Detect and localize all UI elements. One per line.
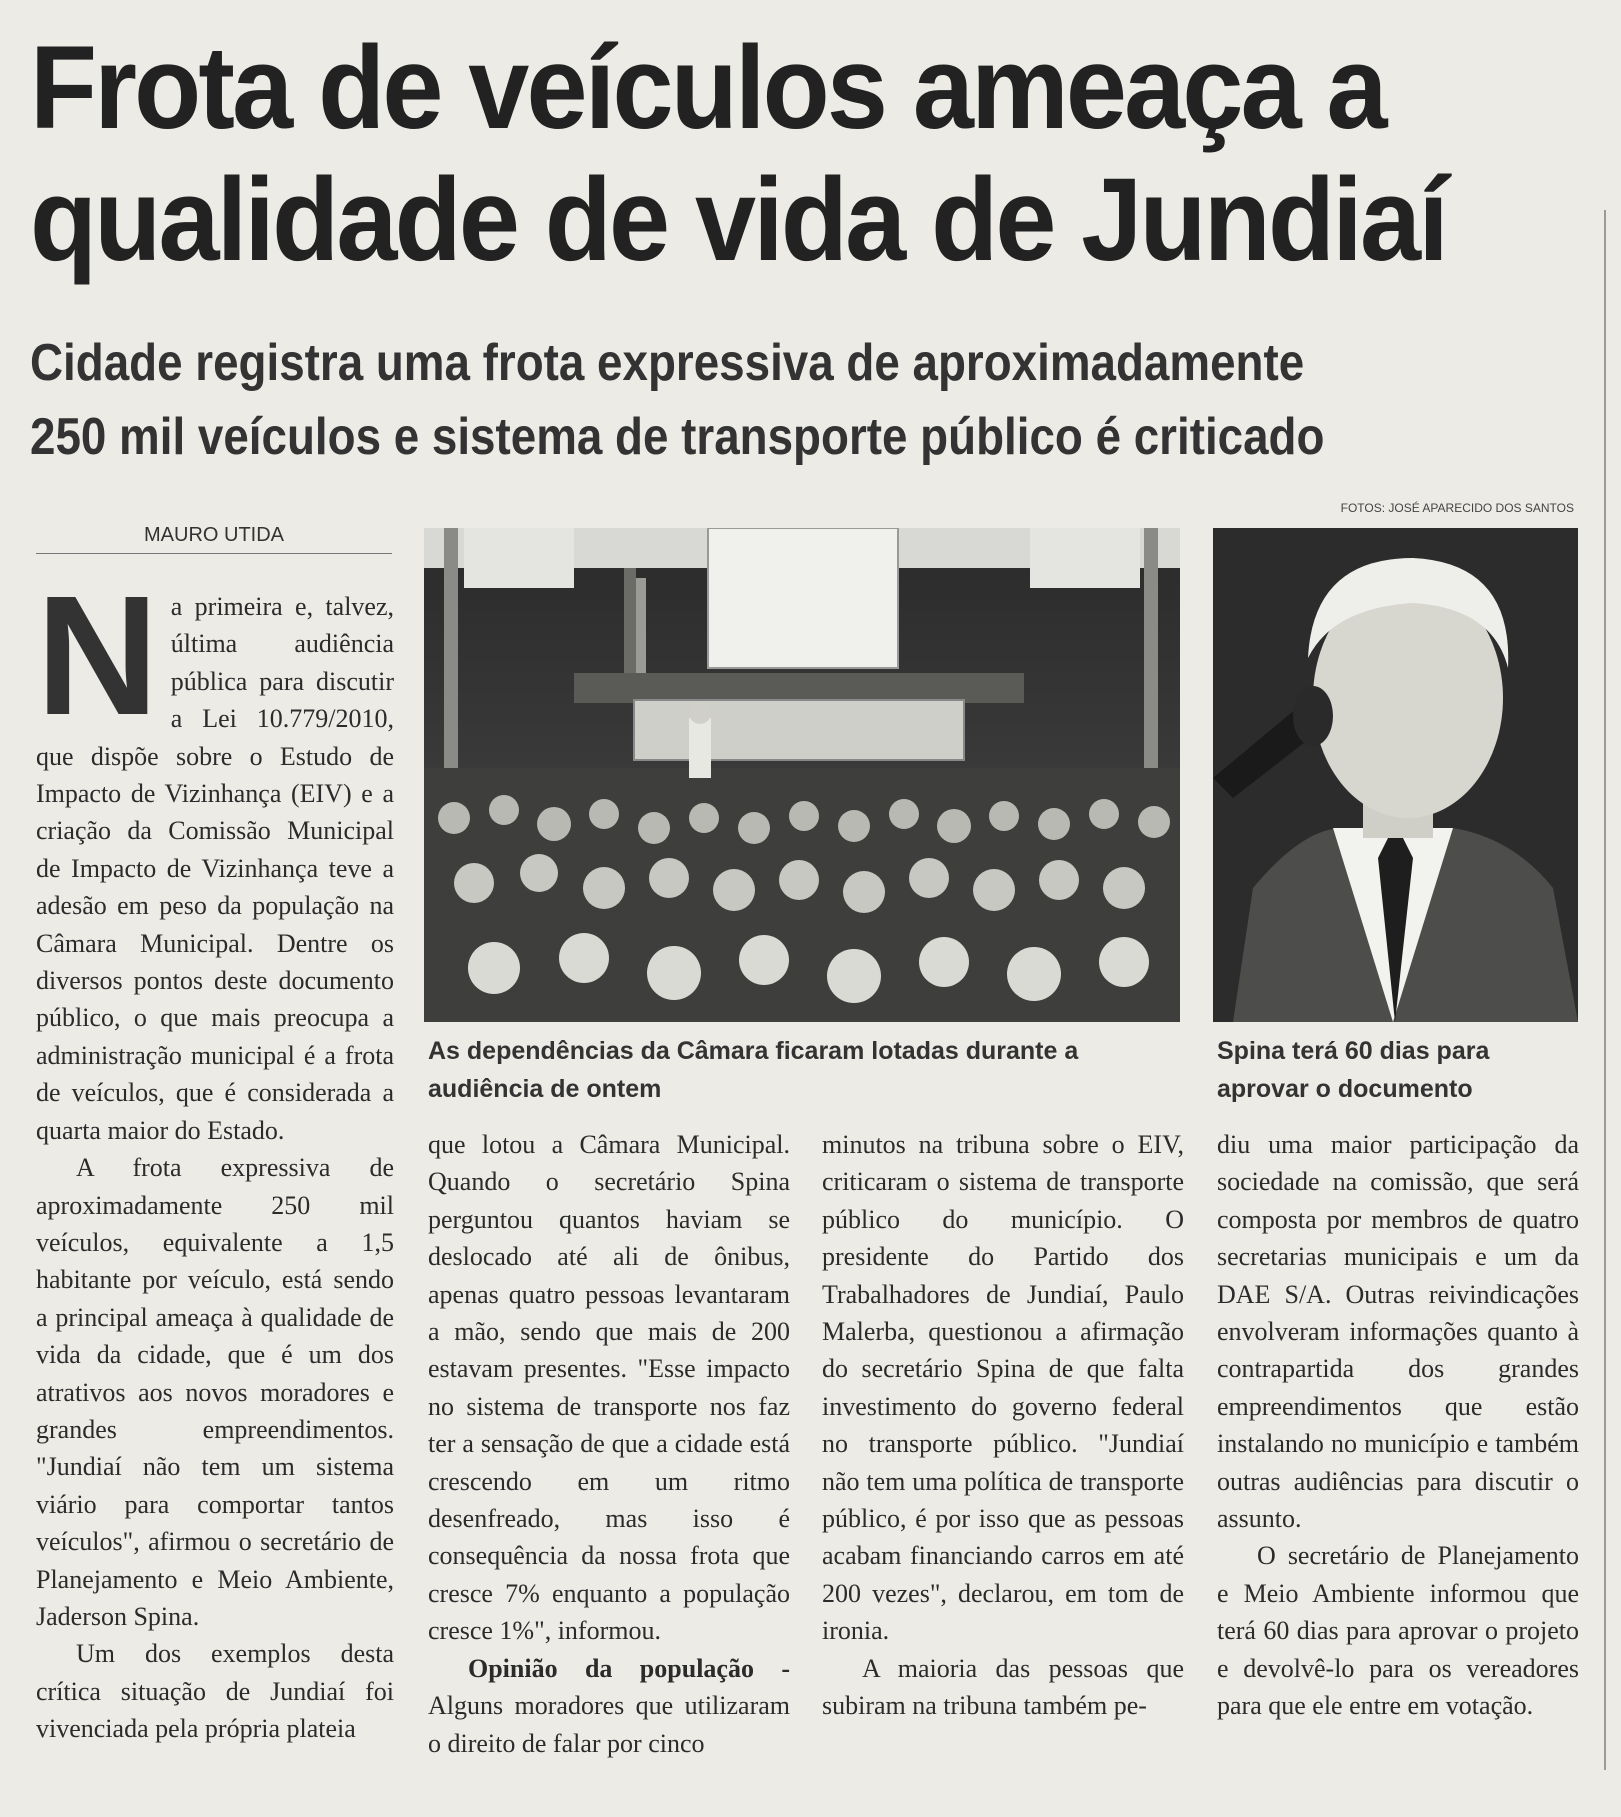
paragraph: que lotou a Câmara Municipal. Quando o secretário Spina perguntou quantos haviam se deslocado até ali de ônibus, apenas quatro pessoas levantaram a mão, sendo que mais de 200 estavam presentes. "Esse impacto no sistema de transporte nos faz ter a sensação de que a cidade está crescendo em um ritmo desenfreado, mas isso é consequência da nossa frota que cresce 7% enquanto a população cresce 1%", informou. [428, 1130, 790, 1646]
dropcap: N [36, 561, 159, 751]
article-column-3 [822, 1126, 1184, 1725]
section-subtitle: Opinião da população - [468, 1653, 790, 1683]
paragraph: minutos na tribuna sobre o EIV, criticaram o sistema de transporte público do município. O presidente do Partido dos Trabalhadores de Jundiaí, Paulo Malerba, questionou a afirmação do secretário Spina de que falta investimento do governo federal no transporte público. "Jundiaí não tem uma política de transporte público, é por isso que as pessoas acabam financiando carros em até 200 vezes", declarou, em tom de ironia. [822, 1130, 1184, 1646]
headline: Frota de veículos ameaça a qualidade de vida de Jundiaí [30, 22, 1446, 286]
paragraph: O secretário de Planejamento e Meio Ambiente informou que terá 60 dias para aprovar o projeto e devolvê-lo para os vereadores para que ele entre em votação. [1217, 1541, 1579, 1721]
portrait-photo [1213, 528, 1578, 1022]
paragraph [428, 1650, 790, 1762]
portrait-photo-caption: Spina terá 60 dias para aprovar o documento [1217, 1037, 1490, 1103]
page-edge-rule [1604, 210, 1606, 1770]
paragraph [36, 561, 394, 1149]
paragraph-text: Alguns moradores que utilizaram o direito de falar por cinco [428, 1691, 790, 1758]
paragraph: diu uma maior participação da sociedade na comissão, que será composta por membros de quatro secretarias municipais e um da DAE S/A. Outras reivindicações envolveram informações quanto à contrapartida dos grandes empreendimentos que estão instalando no município e também outras audiências para discutir o assunto. [1217, 1130, 1579, 1534]
paragraph-text: a primeira e, talvez, última audiência pública para discutir a Lei 10.779/2010, que dispõe sobre o Estudo de Impacto de Vizinhança (EIV) e a criação da Comissão Municipal de Impacto de Vizinhança teve a adesão em peso da população na Câmara Municipal. Dentre os diversos pontos deste documento público, o que mais preocupa a administração municipal é a frota de veículos, que é considerada a quarta maior do Estado. [36, 592, 394, 1145]
paragraph: Um dos exemplos desta crítica situação de Jundiaí foi vivenciada pela própria plateia [36, 1639, 394, 1744]
audience-photo-caption: As dependências da Câmara ficaram lotadas durante a audiência de ontem [428, 1037, 1079, 1103]
paragraph: A frota expressiva de aproximadamente 250 mil veículos, equivalente a 1,5 habitante por veículo, está sendo a principal ameaça à qualidade de vida da cidade, que é um dos atrativos aos novos moradores e grandes empreendimentos. "Jundiaí não tem um sistema viário para comportar tantos veículos", afirmou o secretário de Planejamento e Meio Ambiente, Jaderson Spina. [36, 1153, 394, 1631]
article-column-1 [36, 561, 394, 1748]
audience-photo-image [424, 528, 1180, 1022]
photo-credit: FOTOS: JOSÉ APARECIDO DOS SANTOS [1340, 501, 1574, 515]
subheadline: Cidade registra uma frota expressiva de aproximadamente 250 mil veículos e sistema de transporte público é criticado [30, 334, 1325, 466]
paragraph: A maioria das pessoas que subiram na tribuna também pe- [822, 1653, 1184, 1721]
portrait-photo-image [1213, 528, 1578, 1022]
audience-photo [424, 528, 1180, 1022]
article-column-4 [1217, 1126, 1579, 1725]
byline: MAURO UTIDA [36, 524, 392, 554]
article-column-2 [428, 1126, 790, 1762]
